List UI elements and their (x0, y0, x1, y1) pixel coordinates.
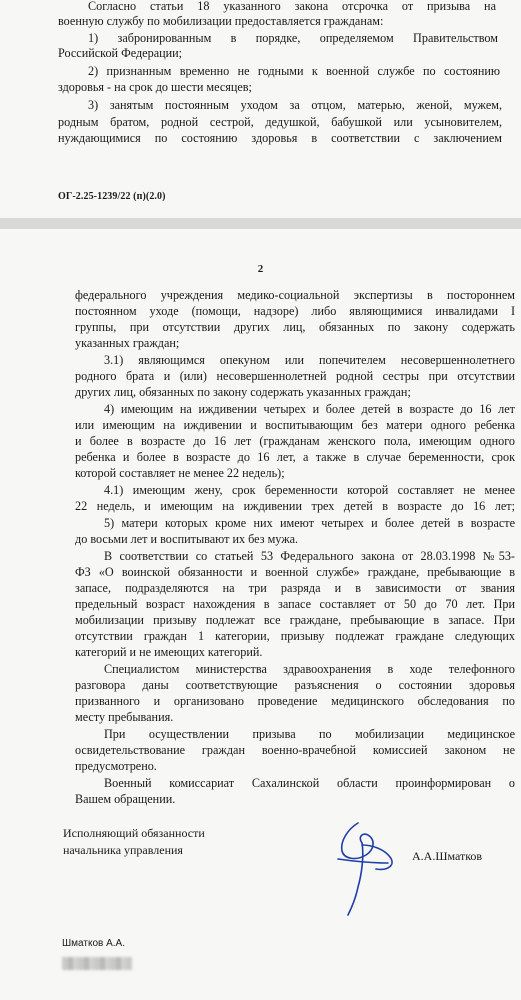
text-line: до восьми лет и воспитывают их без мужа. (75, 532, 299, 546)
text-line: При осуществлении призыва по мобилизации медицинское (104, 727, 515, 741)
text-line: отсутствии граждан 1 категории, призыву подлежат граждане следующих (75, 629, 515, 643)
text-line: месту пребывания. (75, 710, 174, 724)
text-line: 2) признанным временно не годными к военной службе по состоянию (88, 64, 500, 78)
text-line: Военный комиссариат Сахалинской области проинформирован о (104, 776, 515, 790)
text-line: здоровья - на срок до шести месяцев; (58, 80, 252, 94)
text-line: постоянном уходе (помощи, надзоре) либо являющимися инвалидами I (75, 304, 515, 318)
page-number: 2 (257, 263, 264, 275)
text-line: 3) занятым постоянным уходом за отцом, матерью, женой, мужем, (88, 98, 502, 112)
signatory-title: Исполняющий обязанности (63, 826, 205, 840)
text-line: 5) матери которых кроме них имеют четырех и более детей в возрасте (104, 516, 515, 530)
text-line: предусмотрено. (75, 759, 157, 773)
document-page-1 (0, 0, 521, 218)
text-line: других лиц, обязанных по закону содержать указанных граждан; (75, 385, 411, 399)
text-line: разговора даны соответствующие разъяснения о состоянии здоровья (75, 678, 515, 692)
text-line: федерального учреждения медико-социальной экспертизы в постороннем (75, 288, 515, 302)
text-line: группы, при отсутствии других лиц, обязанных по закону содержать (75, 320, 515, 334)
text-line: Специалистом министерства здравоохранения в ходе телефонного (104, 662, 515, 676)
signatory-name: А.А.Шматков (412, 849, 483, 863)
text-line: предельный возраст нахождения в запасе составляет от 50 до 70 лет. При (75, 597, 515, 611)
text-line: 4) имеющим на иждивении четырех и более детей в возрасте до 16 лет (104, 402, 515, 416)
text-line: мобилизации призыву подлежат все граждане, пребывающие в запасе. При (75, 613, 515, 627)
text-line: родного брата и (или) несовершеннолетней родной сестры при отсутствии (75, 369, 515, 383)
text-line: запасе, подразделяются на три разряда и в зависимости от звания (75, 581, 515, 595)
text-line: Российской Федерации; (58, 46, 183, 60)
text-line: категорий и не имеющих категорий. (75, 645, 263, 659)
text-line: ребенка и более в возрасте до 16 лет, а также в случае беременности, срок (75, 450, 515, 464)
document-code: ОГ-2.25-1239/22 (п)(2.0) (58, 191, 166, 202)
text-line: Согласно статьи 18 указанного закона отсрочка от призыва на (88, 0, 496, 13)
text-line: нуждающимися по состоянию здоровья в соответствии с заключением (58, 131, 502, 145)
text-line: или имеющим на иждивении и воспитывающим без матери одного ребенка (75, 418, 515, 432)
redacted-phone (62, 957, 132, 970)
handwritten-signature (318, 815, 413, 920)
executor-name: Шматков А.А. (62, 938, 125, 949)
text-line: 22 недель, и имеющим на иждивении трех детей в возрасте до 16 лет; (75, 499, 515, 513)
text-line: освидетельствование граждан военно-врачебной комиссией законом не (75, 743, 515, 757)
text-line: ФЗ «О воинской обязанности и военной службе» граждане, пребывающие в (75, 565, 515, 579)
text-line: которой составляет не менее 22 недель); (75, 466, 285, 480)
text-line: В соответствии со статьей 53 Федерального закона от 28.03.1998 №53- (104, 549, 515, 563)
text-line: и более в возрасте до 16 лет (гражданам женского пола, имеющим одного (75, 434, 515, 448)
text-line: 3.1) являющимся опекуном или попечителем несовершеннолетнего (104, 353, 515, 367)
text-line: родным братом, родной сестрой, дедушкой, бабушкой или усыновителем, (58, 115, 502, 129)
text-line: указанных граждан; (75, 336, 180, 350)
text-line: военную службу по мобилизации предоставляется гражданам: (58, 14, 384, 28)
text-line: 1) забронированным в порядке, определяемом Правительством (88, 31, 498, 45)
text-line: 4.1) имеющим жену, срок беременности которой составляет не менее (104, 483, 515, 497)
signatory-title: начальника управления (63, 843, 183, 857)
text-line: Вашем обращении. (75, 792, 176, 806)
text-line: призванного и организовано проведение медицинского обследования по (75, 694, 515, 708)
